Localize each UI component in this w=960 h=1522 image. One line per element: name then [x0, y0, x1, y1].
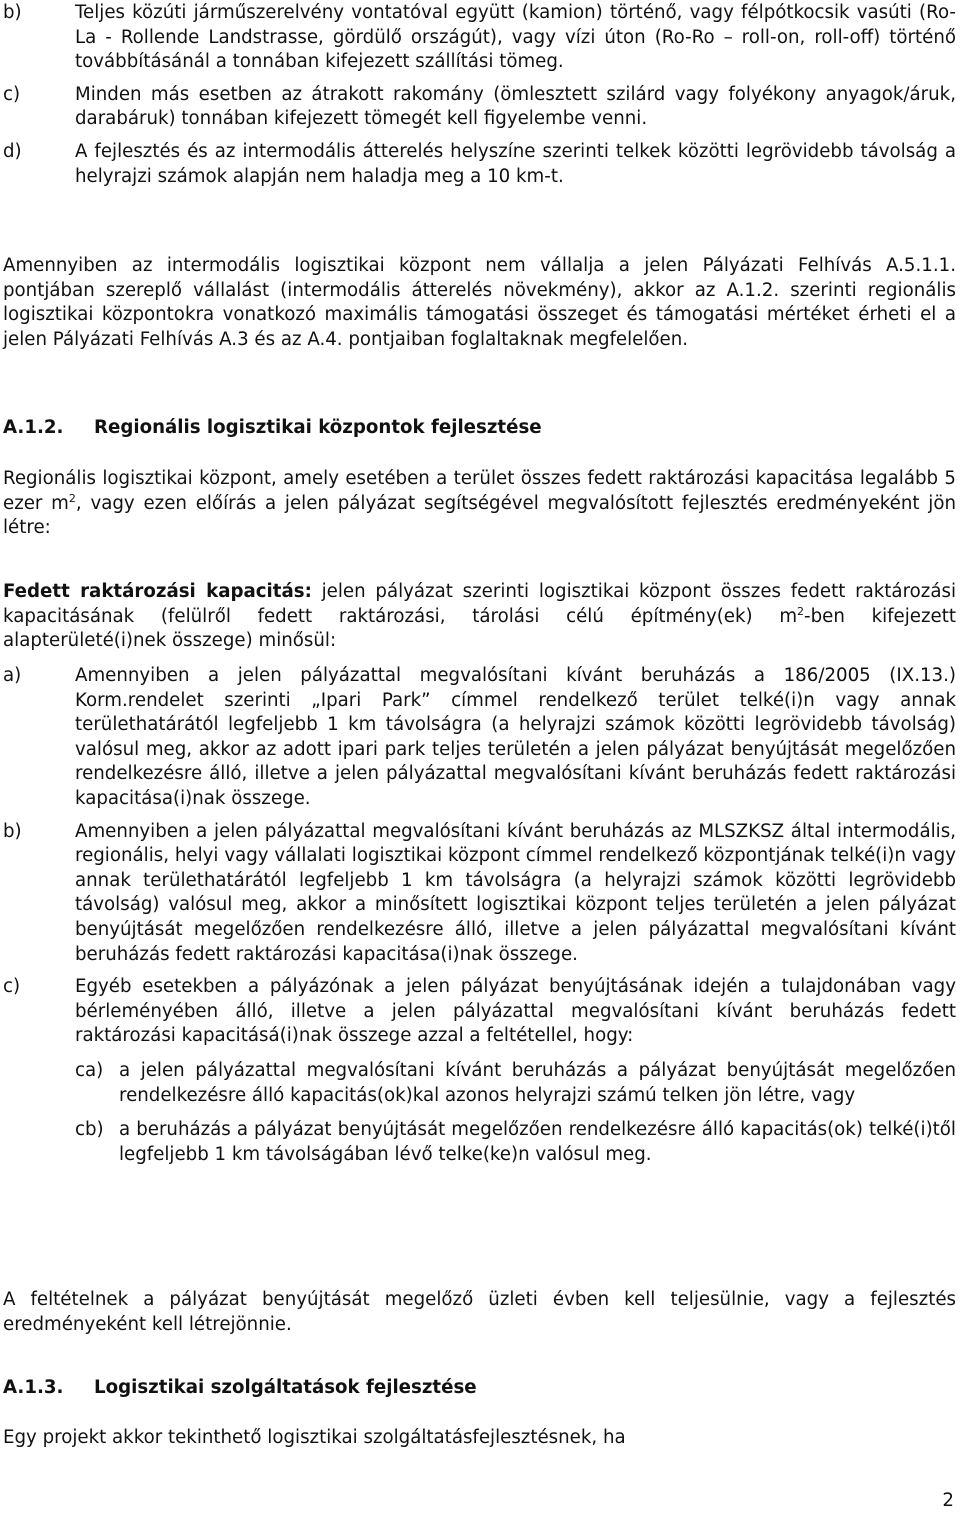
list-item-b: [3, 1, 956, 75]
superscript: 2: [797, 604, 805, 618]
list-item-c: [3, 83, 956, 132]
list-text: Minden más esetben az átrakott rakomány (ömlesztett szilárd vagy folyékony anyagok/áruk, darabáruk) tonnában kifejezett tömegét kell figyelembe venni.: [75, 83, 956, 130]
list-text: A fejlesztés és az intermodális átterelés helyszíne szerinti telkek közötti legrövidebb távolság a helyrajzi számok alapján nem haladja meg a 10 km-t.: [75, 140, 956, 187]
paragraph-feltetelnek: A feltételnek a pályázat benyújtását megelőző üzleti évben kell teljesülnie, vagy a fejlesztés eredményeként kell létrejönnie.: [3, 1289, 956, 1335]
section-number: A.1.2.: [3, 417, 64, 438]
list-item-c2: [3, 975, 956, 1049]
list-text: a jelen pályázattal megvalósítani kívánt beruházás a pályázat benyújtását megelőzően rendelkezésre álló kapacitás(ok)kal azonos helyrajzi számú telken jön létre, vagy: [119, 1059, 956, 1106]
list-label: c): [3, 976, 21, 998]
section-heading-a13: [3, 1376, 956, 1401]
list-text: Egyéb esetekben a pályázónak a jelen pályázat benyújtásának idején a tulajdonában vagy bérleményében álló, illetve a jelen pályázattal megvalósítani kívánt beruházás fedett raktározási kapacitásá(i)nak összege azzal a feltétellel, hogy:: [75, 976, 956, 1047]
list-label: ca): [75, 1059, 104, 1081]
list-text: a beruházás a pályázat benyújtását megelőzően rendelkezésre álló kapacitás(ok) telké(i)től legfeljebb 1 km távolságában lévő telke(ke)n valósul meg.: [119, 1119, 956, 1165]
list-item-cb: [75, 1118, 956, 1167]
list-text: Amennyiben a jelen pályázattal megvalósítani kívánt beruházás a 186/2005 (IX.13.) Korm.rendelet szerinti „Ipari Park” címmel rendelkező terület telké(i)n vagy annak területhatárától legfeljebb 1 km távolságra (a helyrajzi számok közötti legrövidebb távolság) valósul meg, akkor az adott ipari park teljes területén a jelen pályázat benyújtását megelőzően rendelkezésre álló, illetve a jelen pályázattal megvalósítani kívánt beruházás fedett raktározási kapacitása(i)nak összege.: [75, 665, 956, 809]
section-heading-a12: [3, 416, 956, 441]
term-label: Fedett raktározási kapacitás:: [3, 581, 312, 602]
list-label: cb): [75, 1119, 104, 1141]
paragraph-text: -ben kifejezett alapterületé(i)nek összege) minősül:: [3, 605, 956, 652]
abc-list: [3, 664, 956, 1167]
list-text: Teljes közúti járműszerelvény vontatóval együtt (kamion) történő, vagy félpótkocsik vasúti (Ro-La - Rollende Landstrasse, gördülő országút), vagy vízi úton (Ro-Ro – roll-on, roll-off) történő továbbításánál a tonnában kifejezett szállítási tömeg.: [75, 2, 956, 73]
list-label: b): [3, 2, 22, 23]
section-number: A.1.3.: [3, 1377, 64, 1398]
list-label: c): [3, 83, 21, 105]
list-label: b): [3, 820, 22, 842]
superscript: 2: [68, 491, 76, 505]
list-label: d): [3, 140, 22, 162]
paragraph-egy: Egy projekt akkor tekinthető logisztikai szolgáltatásfejlesztésnek, ha: [3, 1427, 626, 1448]
section-title: Regionális logisztikai központok fejlesztése: [94, 417, 542, 438]
list-item-a: [3, 664, 956, 812]
paragraph-text: Regionális logisztikai központ, amely esetében a terület összes fedett raktározási kapacitása legalább 5 ezer m: [3, 468, 956, 514]
list-item-b2: [3, 820, 956, 968]
section-title: Logisztikai szolgáltatások fejlesztése: [94, 1377, 477, 1398]
page-number: 2: [942, 1490, 954, 1511]
paragraph-text: , vagy ezen előírás a jelen pályázat segítségével megvalósított fejlesztés eredményeként jön létre:: [3, 492, 956, 539]
paragraph-amennyiben: Amennyiben az intermodális logisztikai központ nem vállalja a jelen Pályázati Felhívás A.5.1.1. pontjában szereplő vállalást (intermodális átterelés növekmény), akkor az A.1.2. szerinti regionális logisztikai központokra vonatkozó maximális támogatási összeget és támogatási mértéket érheti el a jelen Pályázati Felhívás A.3 és az A.4. pontjaiban foglaltaknak megfelelően.: [3, 255, 956, 350]
list-label: a): [3, 665, 22, 686]
paragraph-regionalis: [3, 467, 956, 541]
list-item-d: [3, 140, 956, 189]
list-text: Amennyiben a jelen pályázattal megvalósítani kívánt beruházás az MLSZKSZ által intermodális, regionális, helyi vagy vállalati logisztikai központ címmel rendelkező központjának telké(i)n vagy annak területhatárától legfeljebb 1 km távolságra (a helyrajzi számok közötti legrövidebb távolság) valósul meg, akkor a minősített logisztikai központ teljes területén a jelen pályázat benyújtását megelőzően rendelkezésre álló, illetve a jelen pályázattal megvalósítani kívánt beruházás fedett raktározási kapacitása(i)nak összege.: [75, 820, 956, 965]
paragraph-fedett: [3, 580, 956, 654]
list-item-ca: [75, 1059, 956, 1108]
paragraph-text: jelen pályázat szerinti logisztikai központ összes fedett raktározási kapacitásának (felülről fedett raktározási, tárolási célú építmény(ek) m: [3, 581, 956, 627]
top-list: [3, 1, 956, 189]
